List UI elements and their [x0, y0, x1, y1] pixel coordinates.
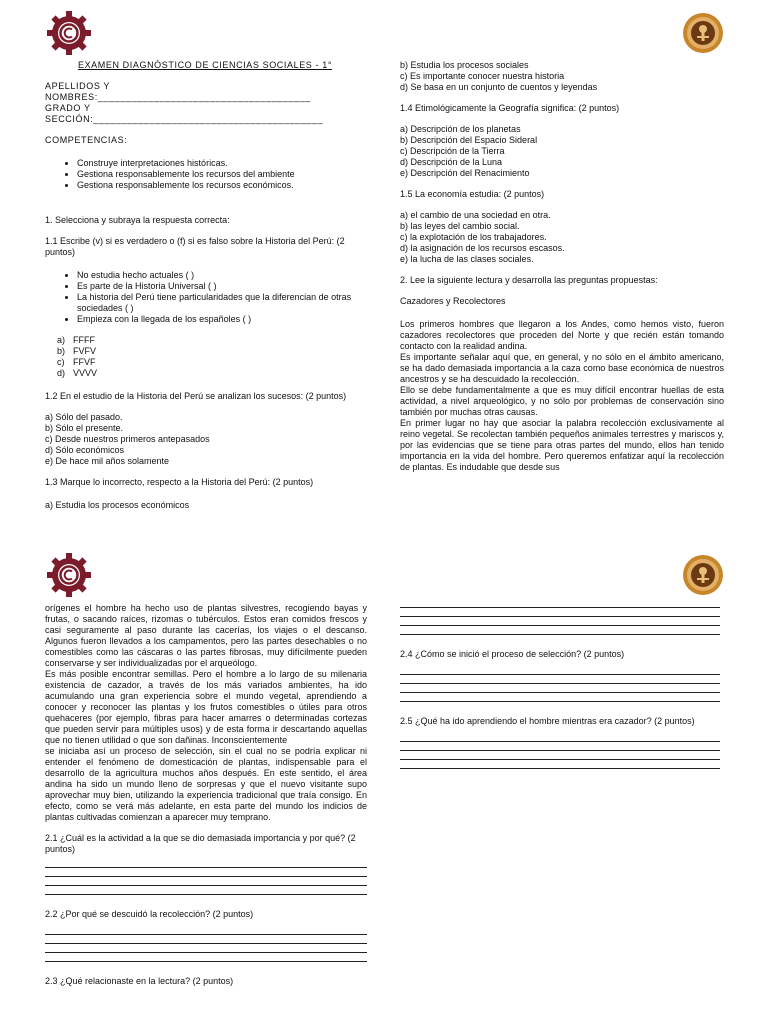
answer-option[interactable]: b) Estudia los procesos sociales — [400, 60, 529, 70]
question-2-2: 2.2 ¿Por qué se descuidó la recolección? (2 puntos) — [45, 909, 254, 919]
question-1-3: 1.3 Marque lo incorrecto, respecto a la Historia del Perú: (2 puntos) — [45, 477, 314, 487]
option-key: b) — [57, 346, 66, 356]
school-gear-logo-icon — [46, 552, 92, 598]
answer-option[interactable] — [45, 346, 365, 357]
medal-emblem-icon — [682, 554, 724, 596]
answer-option[interactable]: c) Es importante conocer nuestra historia — [400, 71, 565, 81]
answer-option[interactable]: c) Desde nuestros primeros antepasados — [45, 434, 210, 444]
answer-option[interactable]: e) De hace mil años solamente — [45, 456, 170, 466]
answer-option[interactable]: a) Sólo del pasado. — [45, 412, 123, 422]
question-1-2: 1.2 En el estudio de la Historia del Perú se analizan los sucesos: (2 puntos) — [45, 391, 347, 401]
option-text: FVFV — [73, 346, 97, 356]
question-1-5: 1.5 La economía estudia: (2 puntos) — [400, 189, 545, 199]
reading-paragraph: Los primeros hombres que llegaron a los Andes, como hemos visto, fueron cazadores recolectores que proceden del Norte y que recién están tomando contacto con la realidad andina. — [400, 319, 724, 351]
option-text: FFFF — [73, 335, 95, 345]
q1-1-statements — [45, 270, 365, 325]
page2-left-column — [45, 603, 367, 987]
list-item: • Gestiona responsablemente los recursos económicos. — [77, 180, 365, 191]
answer-lines-2-1[interactable] — [45, 867, 367, 895]
answer-option[interactable]: c) la explotación de los trabajadores. — [400, 232, 547, 242]
reading-title: Cazadores y Recolectores — [400, 296, 506, 306]
school-gear-logo-icon — [46, 10, 92, 56]
page1-left-column — [45, 60, 365, 511]
question-2-5: 2.5 ¿Qué ha ido aprendiendo el hombre mientras era cazador? (2 puntos) — [400, 716, 695, 726]
reading-paragraph: En primer lugar no hay que asociar la palabra recolección exclusivamente al reino vegetal. Se recolectan también pequeños animales terrestres y mariscos y, por las evidencias que se tiene para otras partes del mundo, ellos han tenido importancia en la vida del hombre. Pero queremos enfatizar aquí la recolección de plantas. Es indudable que desde sus — [400, 418, 724, 472]
reading-paragraph: orígenes el hombre ha hecho uso de plantas silvestres, recogiendo bayas y frutas, o sacando raíces, rizomas o tubérculos. Estos eran comidos frescos y casi seguramente al paso durante las cacerías, los viajes o el descanso. Algunos fueron llevados a los campamentos, pero las partes desechables o no comestibles como las cáscaras o las partes fibrosas, muy difícilmente pueden conservarse y ser individualizadas por el arqueólogo. — [45, 603, 367, 668]
answer-option[interactable]: e) la lucha de las clases sociales. — [400, 254, 534, 264]
option-text: VVVV — [73, 368, 98, 378]
reading-paragraph: Ello se debe fundamentalmente a que es muy difícil encontrar huellas de esta actividad, a nivel arqueológico, y no sólo por problemas de conservación sino también por muchas otras causas. — [400, 385, 724, 417]
reading-paragraph: Es importante señalar aquí que, en general, y no sólo en el ámbito americano, se ha dado demasiada importancia a la caza como base económica de nuestros ancestros y se ha descuidado la recolección. — [400, 352, 724, 384]
question-1: 1. Selecciona y subraya la respuesta correcta: — [45, 215, 230, 225]
answer-lines-2-5[interactable] — [400, 741, 720, 769]
answer-lines-2-3[interactable] — [400, 607, 720, 635]
answer-option[interactable]: d) Se basa en un conjunto de cuentos y leyendas — [400, 82, 598, 92]
name-field[interactable]: APELLIDOS Y NOMBRES:______________________________________ — [45, 81, 311, 102]
answer-line — [400, 768, 720, 769]
list-item: • Empieza con la llegada de los españoles ( ) — [77, 314, 365, 325]
option-key: c) — [57, 357, 65, 367]
question-1-1: 1.1 Escribe (v) si es verdadero o (f) si es falso sobre la Historia del Perú: (2 puntos) — [45, 236, 345, 257]
question-2-3: 2.3 ¿Qué relacionaste en la lectura? (2 puntos) — [45, 976, 234, 986]
list-item: • Es parte de la Historia Universal ( ) — [77, 281, 365, 292]
answer-option[interactable] — [45, 357, 365, 368]
answer-option[interactable]: b) Descripción del Espacio Sideral — [400, 135, 538, 145]
option-key: d) — [57, 368, 66, 378]
page2-right-column — [400, 607, 720, 769]
exam-page-2 — [0, 512, 768, 1024]
medal-emblem-icon — [682, 12, 724, 54]
list-item: • La historia del Perú tiene particularidades que la diferencian de otras sociedades ( ) — [77, 292, 365, 314]
answer-lines-2-2[interactable] — [45, 934, 367, 962]
reading-paragraph: Es más posible encontrar semillas. Pero el hombre a lo largo de su milenaria existencia de cazador, a través de los más variados ambientes, ha ido acumulando una gran experiencia sobre el mundo vegetal, aprendiendo a conocer y reconocer las plantas y los frutos comestibles o útiles para otros quehaceres (por ejemplo, fibras para hacer amarres o determinadas cortezas que pueden servir para múltiples usos) y de esta forma ir descartando aquellas que no tienen utilidad o que son dañinas. Inconscientemente — [45, 669, 367, 745]
answer-option[interactable]: a) Estudia los procesos económicos — [45, 500, 190, 510]
competencias-title: COMPETENCIAS: — [45, 135, 128, 145]
answer-lines-2-4[interactable] — [400, 674, 720, 702]
question-2: 2. Lee la siguiente lectura y desarrolla las preguntas propuestas: — [400, 275, 658, 285]
list-item: • No estudia hecho actuales ( ) — [77, 270, 365, 281]
exam-title: EXAMEN DIAGNÓSTICO DE CIENCIAS SOCIALES - 1° — [77, 60, 333, 70]
option-text: FFVF — [73, 357, 96, 367]
answer-option[interactable]: e) Descripción del Renacimiento — [400, 168, 530, 178]
answer-option[interactable]: b) las leyes del cambio social. — [400, 221, 520, 231]
answer-option[interactable]: d) Sólo económicos — [45, 445, 125, 455]
question-2-1: 2.1 ¿Cuál es la actividad a la que se dio demasiada importancia y por qué? (2 puntos) — [45, 833, 356, 854]
answer-option[interactable]: d) la asignación de los recursos escasos. — [400, 243, 565, 253]
list-item: • Gestiona responsablemente los recursos del ambiente — [77, 169, 365, 180]
question-1-4: 1.4 Etimológicamente la Geografía significa: (2 puntos) — [400, 103, 620, 113]
answer-option[interactable]: d) Descripción de la Luna — [400, 157, 503, 167]
grade-field[interactable]: GRADO Y SECCIÓN:_________________________________________ — [45, 103, 324, 124]
answer-option[interactable]: c) Descripción de la Tierra — [400, 146, 505, 156]
option-key: a) — [57, 335, 66, 345]
answer-option[interactable]: a) el cambio de una sociedad en otra. — [400, 210, 551, 220]
answer-option[interactable] — [45, 335, 365, 346]
answer-option[interactable]: b) Sólo el presente. — [45, 423, 124, 433]
answer-option[interactable]: a) Descripción de los planetas — [400, 124, 521, 134]
list-item: • Construye interpretaciones históricas. — [77, 158, 365, 169]
answer-option[interactable] — [45, 368, 365, 379]
competencias-list — [45, 158, 365, 191]
q1-1-options — [45, 335, 365, 379]
question-2-4: 2.4 ¿Cómo se inició el proceso de selección? (2 puntos) — [400, 649, 625, 659]
reading-paragraph: se iniciaba así un proceso de selección, sin el cual no se podría explicar ni entender el fenómeno de domesticación de plantas, indispensable para el desarrollo de la agricultura muchos años después. En este sentido, el área andina ha sido un mundo lleno de sorpresas y que el nuevo visitante supo aprovechar muy bien, utilizando la experiencia tradicional que traía consigo. En efecto, como se verá más adelante, en esta parte del mundo los indicios de plantas cultivadas comienzan a aparecer muy temprano. — [45, 746, 367, 822]
page1-right-column — [400, 60, 724, 473]
